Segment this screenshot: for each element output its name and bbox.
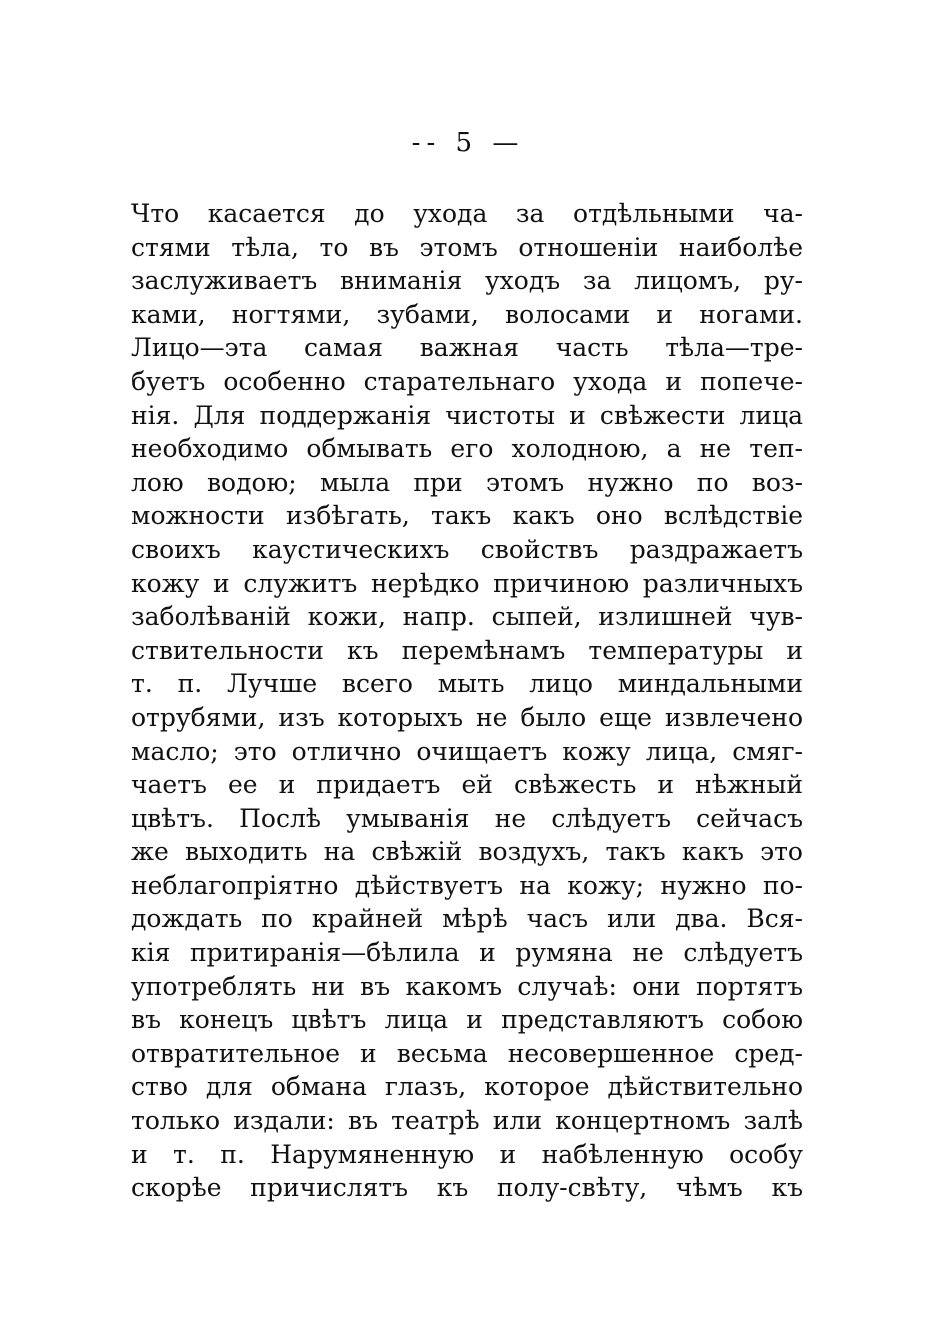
text-line: ствительности къ перемѣнамъ температуры и [131,635,803,665]
text-line: только издали: въ театрѣ или концертномъ залѣ [131,1106,803,1136]
text-line: т. п. Лучше всего мыть лицо миндальными [131,669,803,699]
text-line: кожу и служитъ нерѣдко причиною различныхъ [131,568,803,598]
text-line: нiя. Для поддержанiя чистоты и свѣжести лица [131,400,803,430]
text-line: скорѣе причислятъ къ полу-свѣту, чѣмъ къ [131,1173,803,1203]
text-line: отвратительное и весьма несовершенное сред- [131,1038,803,1068]
text-line: отрубями, изъ которыхъ не было еще извлечено [131,702,803,732]
text-line: неблагопрiятно дѣйствуетъ на кожу; нужно по- [131,870,803,900]
text-line: заболѣванiй кожи, напр. сыпей, излишней чув- [131,602,803,632]
text-line: Лицо—эта самая важная часть тѣла—тре- [131,333,803,363]
text-line: чаетъ ее и придаетъ ей свѣжесть и нѣжный [131,770,803,800]
text-line: можности избѣгать, такъ какъ оно вслѣдствiе [131,501,803,531]
text-line: буетъ особенно старательнаго ухода и попече- [131,366,803,396]
text-line: заслуживаетъ вниманiя уходъ за лицомъ, ру- [131,266,803,296]
page-number: -- 5 — [411,128,525,158]
text-line: въ конецъ цвѣтъ лица и представляютъ собою [131,1005,803,1035]
text-line: и т. п. Нарумяненную и набѣленную особу [131,1139,803,1169]
text-line: стями тѣла, то въ этомъ отношенiи наиболѣе [131,232,803,262]
text-line: цвѣтъ. Послѣ умыванiя не слѣдуетъ сейчасъ [131,803,803,833]
text-line: необходимо обмывать его холодною, а не теп- [131,434,803,464]
text-line: масло; это отлично очищаетъ кожу лица, смяг- [131,736,803,766]
text-line: лою водою; мыла при этомъ нужно по воз- [131,467,803,497]
text-line: своихъ каустическихъ свойствъ раздражаетъ [131,534,803,564]
text-line: же выходить на свѣжiй воздухъ, такъ какъ это [131,837,803,867]
text-line: ками, ногтями, зубами, волосами и ногами. [131,299,803,329]
text-line: дождать по крайней мѣрѣ часъ или два. Вся- [131,904,803,934]
body-text [131,197,803,1205]
text-line: Что касается до ухода за отдѣльными ча- [131,199,803,228]
text-line: кiя притиранiя—бѣлила и румяна не слѣдуетъ [131,938,803,968]
text-line: ство для обмана глазъ, которое дѣйствительно [131,1072,803,1102]
text-line: употреблять ни въ какомъ случаѣ: они портятъ [131,971,803,1001]
